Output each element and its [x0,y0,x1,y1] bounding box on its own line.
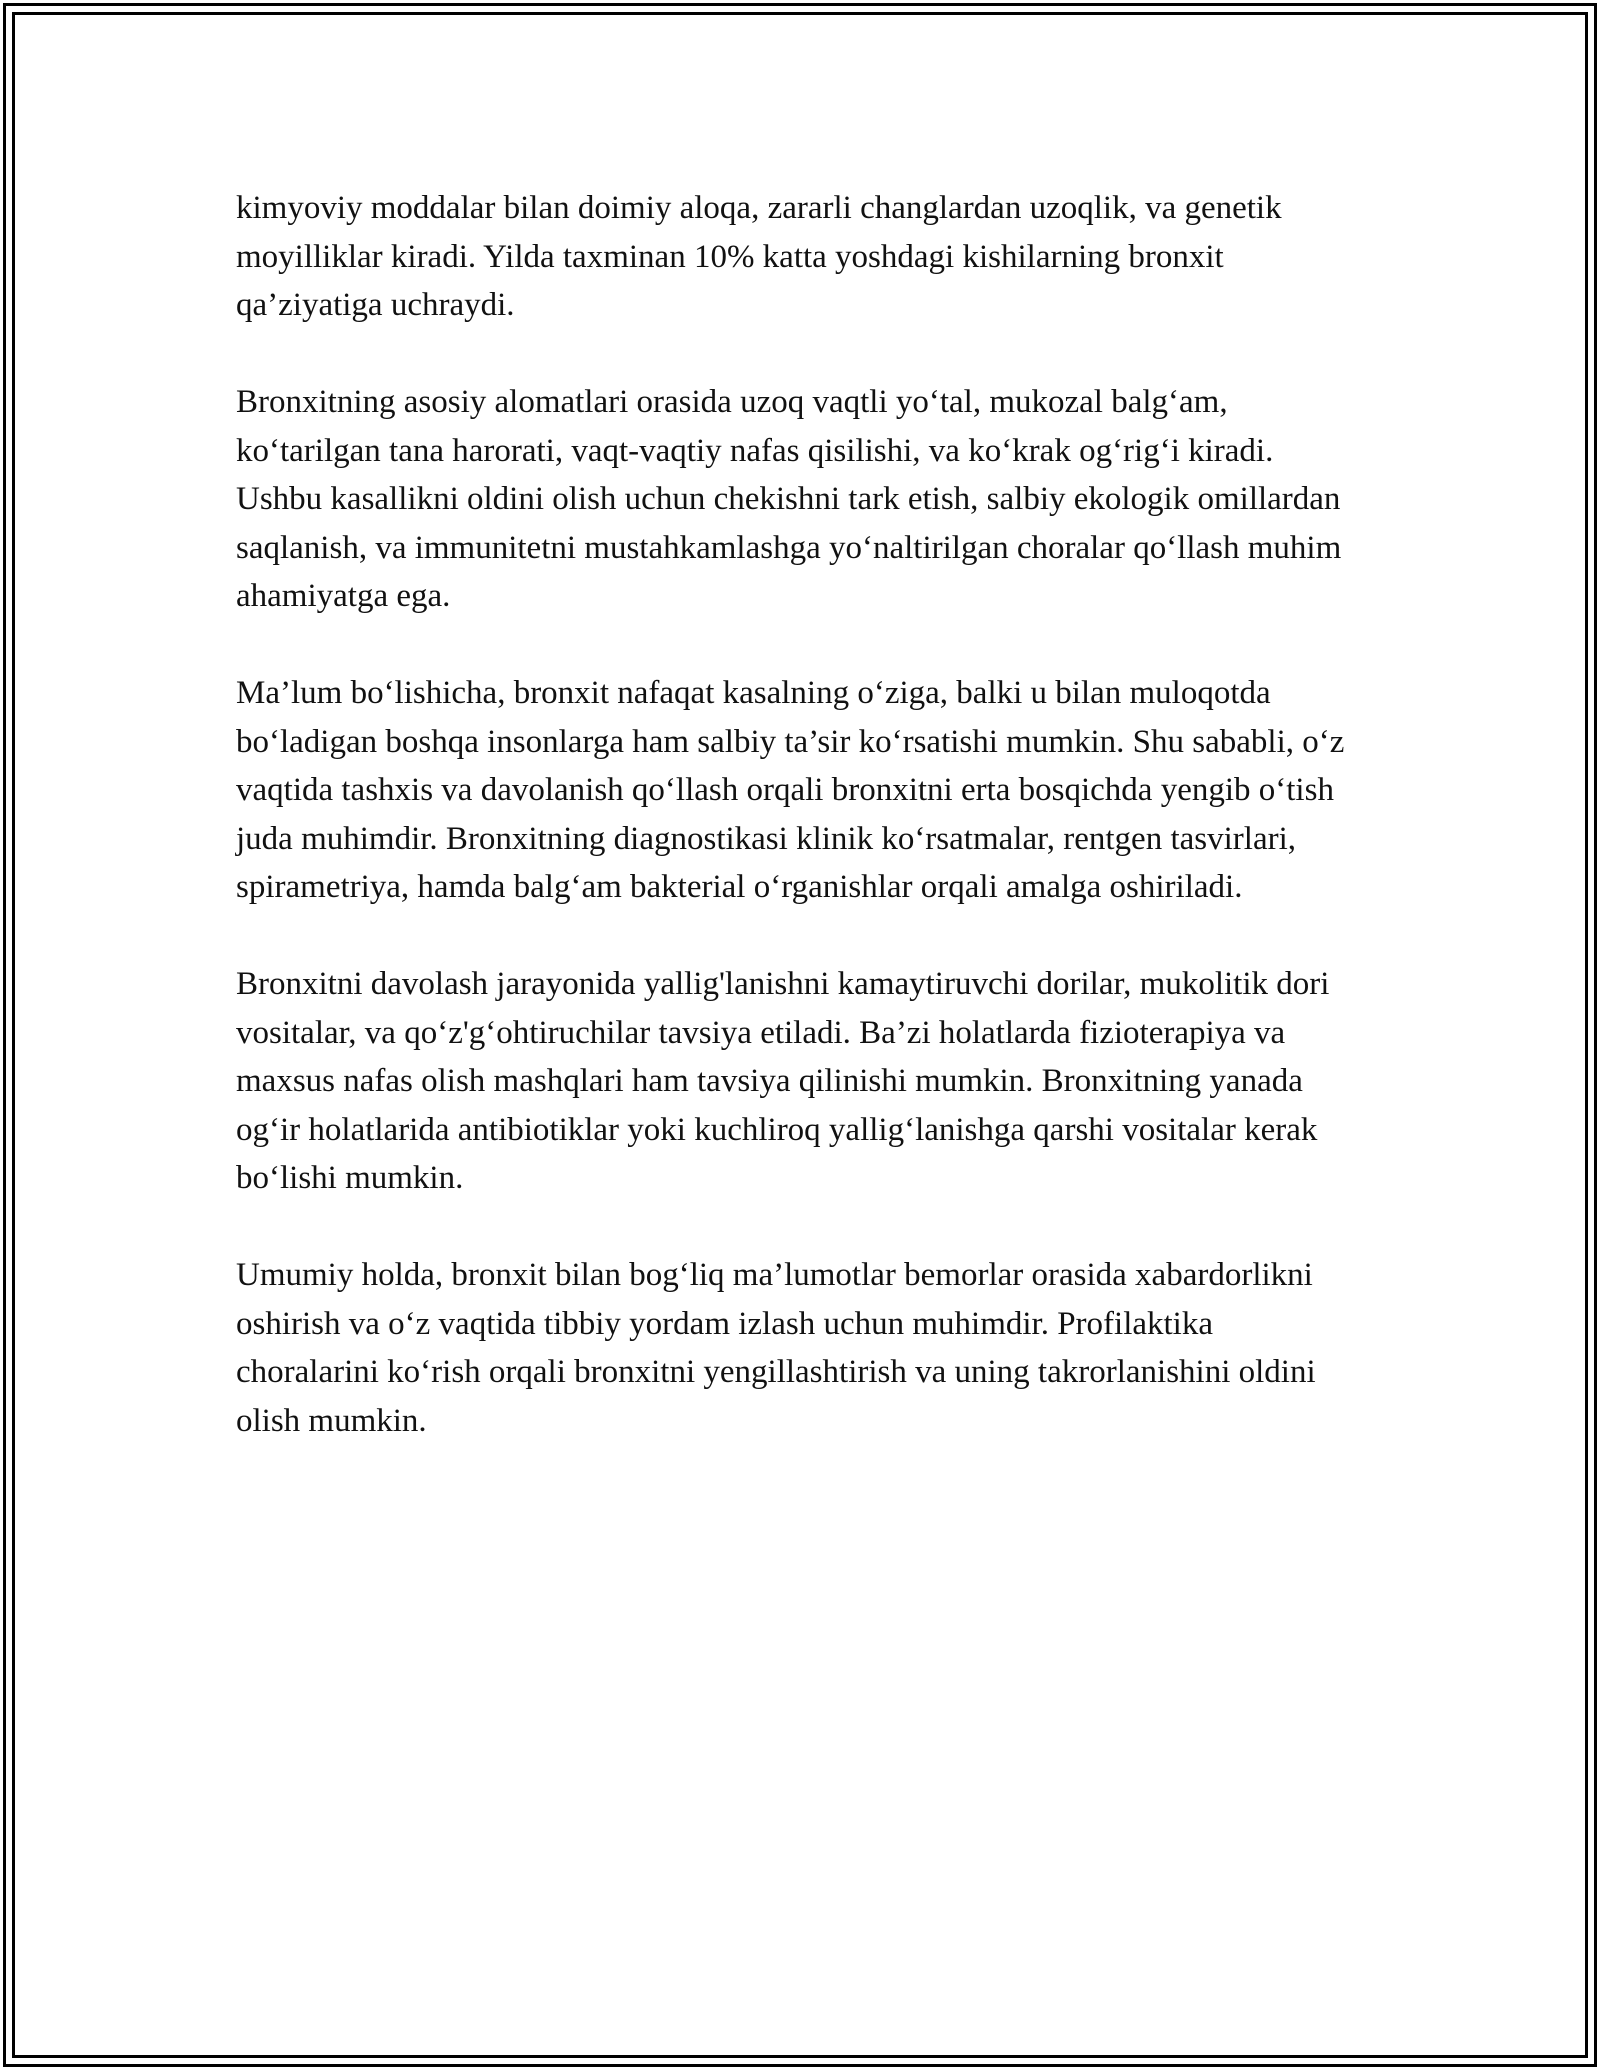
paragraph-1: kimyoviy moddalar bilan doimiy aloqa, zararli changlardan uzoqlik, va genetik moyilliklar kiradi. Yilda taxminan 10% katta yoshdagi kishilarning bronxit qa’ziyatiga uchraydi. [236,190,1282,323]
paragraph-3: Ma’lum bo‘lishicha, bronxit nafaqat kasalning o‘ziga, balki u bilan muloqotda bo‘ladigan boshqa insonlarga ham salbiy ta’sir ko‘rsatishi mumkin. Shu sababli, o‘z vaqtida tashxis va davolanish qo‘llash orqali bronxitni erta bosqichda yengib o‘tish juda muhimdir. Bronxitning diagnostikasi klinik ko‘rsatmalar, rentgen tasvirlari, spirametriya, hamda balg‘am bakterial o‘rganishlar orqali amalga oshiriladi. [236,675,1345,905]
paragraph-5: Umumiy holda, bronxit bilan bog‘liq ma’lumotlar bemorlar orasida xabardorlikni oshirish va o‘z vaqtida tibbiy yordam izlash uchun muhimdir. Profilaktika choralarini ko‘rish orqali bronxitni yengillashtirish va uning takrorlanishini oldini olish mumkin. [236,1257,1316,1439]
paragraph-2: Bronxitning asosiy alomatlari orasida uzoq vaqtli yo‘tal, mukozal balg‘am, ko‘tarilgan tana harorati, vaqt-vaqtiy nafas qisilishi, va ko‘krak og‘rig‘i kiradi. Ushbu kasallikni oldini olish uchun chekishni tark etish, salbiy ekologik omillardan saqlanish, va immunitetni mustahkamlashga yo‘naltirilgan choralar qo‘llash muhim ahamiyatga ega. [236,384,1342,614]
document-body [236,184,1356,1494]
paragraph-4: Bronxitni davolash jarayonida yallig'lanishni kamaytiruvchi dorilar, mukolitik dori vositalar, va qo‘z'g‘ohtiruchilar tavsiya etiladi. Ba’zi holatlarda fizioterapiya va maxsus nafas olish mashqlari ham tavsiya qilinishi mumkin. Bronxitning yanada og‘ir holatlarida antibiotiklar yoki kuchliroq yallig‘lanishga qarshi vositalar kerak bo‘lishi mumkin. [236,966,1330,1196]
